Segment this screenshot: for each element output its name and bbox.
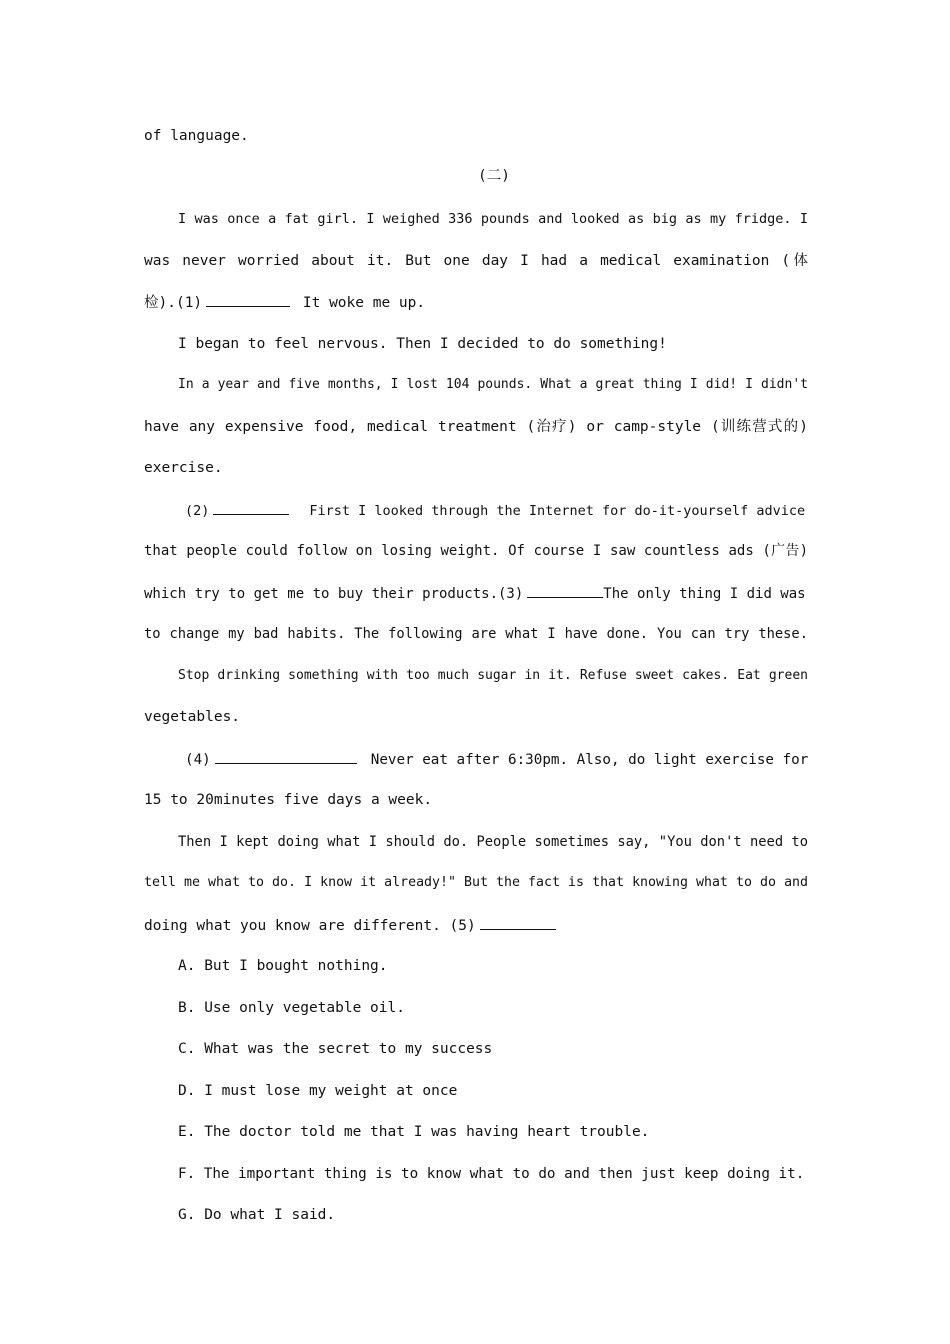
- answer-blank-2[interactable]: [213, 500, 289, 515]
- paragraph-3-line-1: In a year and five months, I lost 104 pounds. What a great thing I did! I didn't: [178, 377, 808, 392]
- paragraph-3-line-2: have any expensive food, medical treatment (治疗) or camp-style (训练营式的): [144, 419, 808, 435]
- paragraph-4-line-1: [185, 500, 808, 520]
- paragraph-4-line-3-text-a: which try to get me to buy their products.(3): [144, 586, 524, 602]
- answer-blank-1[interactable]: [206, 292, 290, 307]
- option-a: A. But I bought nothing.: [178, 958, 388, 974]
- option-f: F. The important thing is to know what to do and then just keep doing it.: [178, 1166, 805, 1182]
- paragraph-4-line-3-text-b: The only thing I did was: [603, 586, 806, 602]
- paragraph-1-line-2: was never worried about it. But one day I had a medical examination (体: [144, 253, 808, 269]
- blank-4-label: (4): [185, 752, 211, 768]
- paragraph-4-line-1-text: First I looked through the Internet for do-it-yourself advice: [309, 503, 806, 519]
- paragraph-7-line-2: tell me what to do. I know it already!" But the fact is that knowing what to do and: [144, 875, 808, 890]
- answer-blank-5[interactable]: [480, 915, 556, 930]
- option-c: C. What was the secret to my success: [178, 1041, 493, 1057]
- paragraph-4-line-4: to change my bad habits. The following are what I have done. You can try these.: [144, 626, 808, 642]
- paragraph-1-line-3-text: It woke me up.: [302, 295, 426, 311]
- paragraph-1-line-1: I was once a fat girl. I weighed 336 pounds and looked as big as my fridge. I: [178, 211, 808, 227]
- blank-1-label: 检).(1): [144, 295, 203, 311]
- paragraph-1-line-3: [144, 292, 808, 312]
- paragraph-7-line-3: [144, 915, 808, 935]
- paragraph-4-line-3: [144, 583, 808, 603]
- paragraph-5-line-2: vegetables.: [144, 709, 241, 725]
- paragraph-6-line-2: 15 to 20minutes five days a week.: [144, 792, 433, 808]
- paragraph-4-line-2: that people could follow on losing weight. Of course I saw countless ads (广告): [144, 543, 808, 559]
- paragraph-6-line-1: [185, 749, 808, 769]
- option-e: E. The doctor told me that I was having heart trouble.: [178, 1124, 650, 1140]
- paragraph-7-line-1: Then I kept doing what I should do. People sometimes say, "You don't need to: [178, 834, 808, 850]
- option-d: D. I must lose my weight at once: [178, 1083, 458, 1099]
- answer-blank-3[interactable]: [527, 583, 603, 598]
- paragraph-6-line-1-text: Never eat after 6:30pm. Also, do light exercise for: [370, 752, 809, 768]
- paragraph-2: I began to feel nervous. Then I decided to do something!: [178, 336, 667, 352]
- section-heading: (二): [478, 168, 510, 184]
- option-b: B. Use only vegetable oil.: [178, 1000, 405, 1016]
- paragraph-3-line-3: exercise.: [144, 460, 223, 476]
- option-g: G. Do what I said.: [178, 1207, 336, 1223]
- previous-passage-tail: of language.: [144, 128, 249, 144]
- paragraph-5-line-1: Stop drinking something with too much sugar in it. Refuse sweet cakes. Eat green: [178, 668, 808, 683]
- answer-blank-4[interactable]: [215, 749, 357, 764]
- blank-2-label: (2): [185, 503, 210, 519]
- paragraph-7-line-3-text: doing what you know are different. (5): [144, 918, 476, 934]
